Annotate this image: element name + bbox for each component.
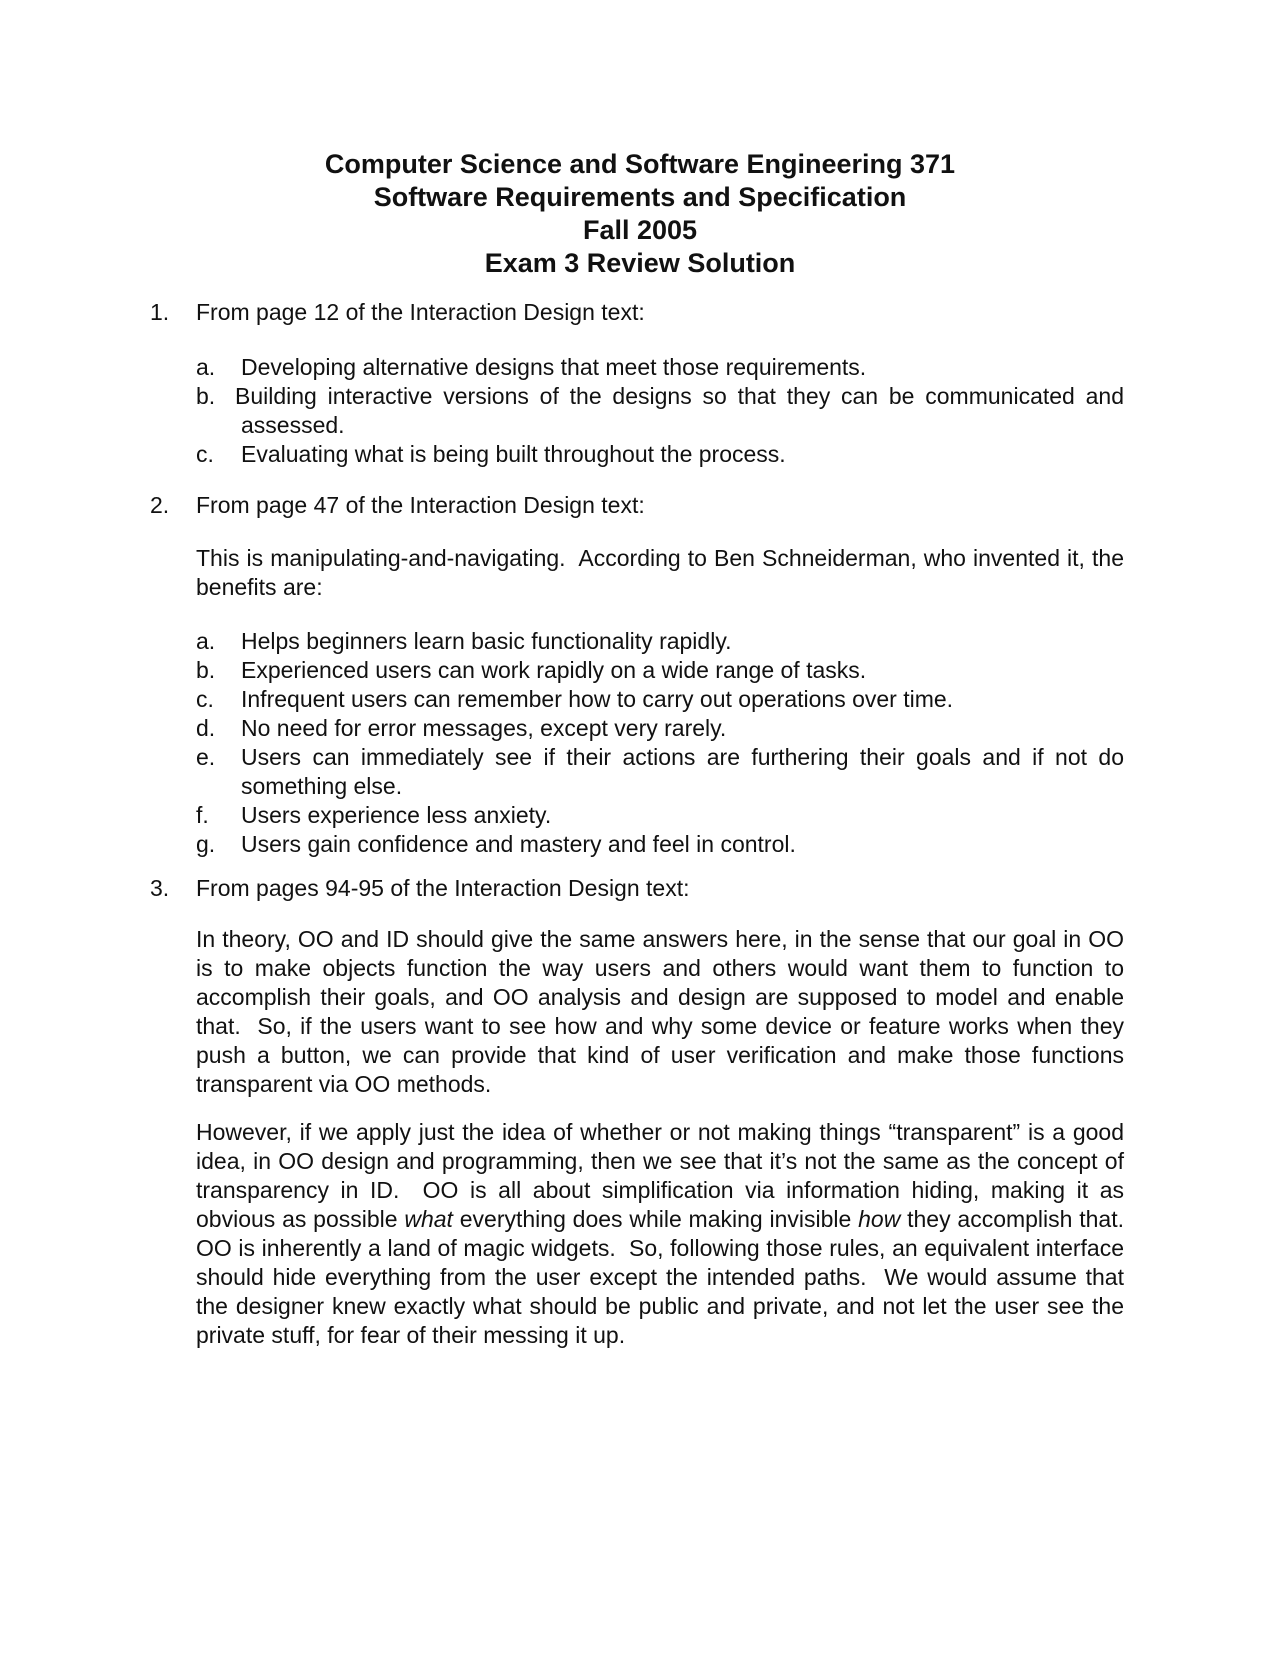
- document-title: [0, 148, 1280, 280]
- course-subtitle: Software Requirements and Specification: [373, 182, 907, 212]
- question-heading: From page 47 of the Interaction Design text:: [196, 492, 645, 518]
- question-number: 1.: [150, 299, 170, 325]
- list-item: b. Experienced users can work rapidly on a wide range of tasks.: [196, 657, 867, 683]
- paragraph-1: In theory, OO and ID should give the same answers here, in the sense that our goal in OO is to make objects function the way users and others would want them to function to accomplish their goals, and OO analysis and design are supposed to model and enable that. So, if the users want to see how and why some device or feature works when they push a button, we can provide that kind of user verification and make those functions transparent via OO methods.: [196, 926, 1131, 1097]
- list-item: e. Users can immediately see if their actions are furthering their goals and if not do something else.: [196, 744, 1124, 799]
- list-item: b. Building interactive versions of the designs so that they can be communicated and assessed.: [196, 383, 1124, 438]
- question-number: 2.: [150, 492, 170, 518]
- exam-title: Exam 3 Review Solution: [484, 248, 796, 278]
- list-item: d. No need for error messages, except very rarely.: [196, 715, 727, 741]
- paragraph-2: However, if we apply just the idea of whether or not making things “transparent” is a good idea, in OO design and programming, then we see that it’s not the same as the concept of transparency in ID. OO is all about simplification via information hiding, making it as obvious as possible what everything does while making invisible how they accomplish that. OO is inherently a land of magic widgets. So, following those rules, an equivalent interface should hide everything from the user except the intended paths. We would assume that the designer knew exactly what should be public and private, and not let the user see the private stuff, for fear of their messing it up.: [196, 1119, 1137, 1348]
- question-heading: From page 12 of the Interaction Design text:: [196, 299, 645, 325]
- list-item: c. Infrequent users can remember how to carry out operations over time.: [196, 686, 954, 712]
- term: Fall 2005: [582, 215, 698, 245]
- intro-paragraph: This is manipulating-and-navigating. According to Ben Schneiderman, who invented it, the benefits are:: [196, 545, 1131, 600]
- question-heading: From pages 94-95 of the Interaction Design text:: [196, 875, 690, 901]
- benefits-list: [196, 627, 1124, 859]
- list-item: f. Users experience less anxiety.: [196, 802, 552, 828]
- course-title: Computer Science and Software Engineering 371: [324, 149, 956, 179]
- answer-list: [196, 353, 1124, 469]
- question-number: 3.: [150, 875, 170, 901]
- list-item: a. Helps beginners learn basic functionality rapidly.: [196, 628, 732, 654]
- list-item: a. Developing alternative designs that meet those requirements.: [196, 354, 867, 380]
- list-item: c. Evaluating what is being built throughout the process.: [196, 441, 786, 467]
- list-item: g. Users gain confidence and mastery and feel in control.: [196, 831, 796, 857]
